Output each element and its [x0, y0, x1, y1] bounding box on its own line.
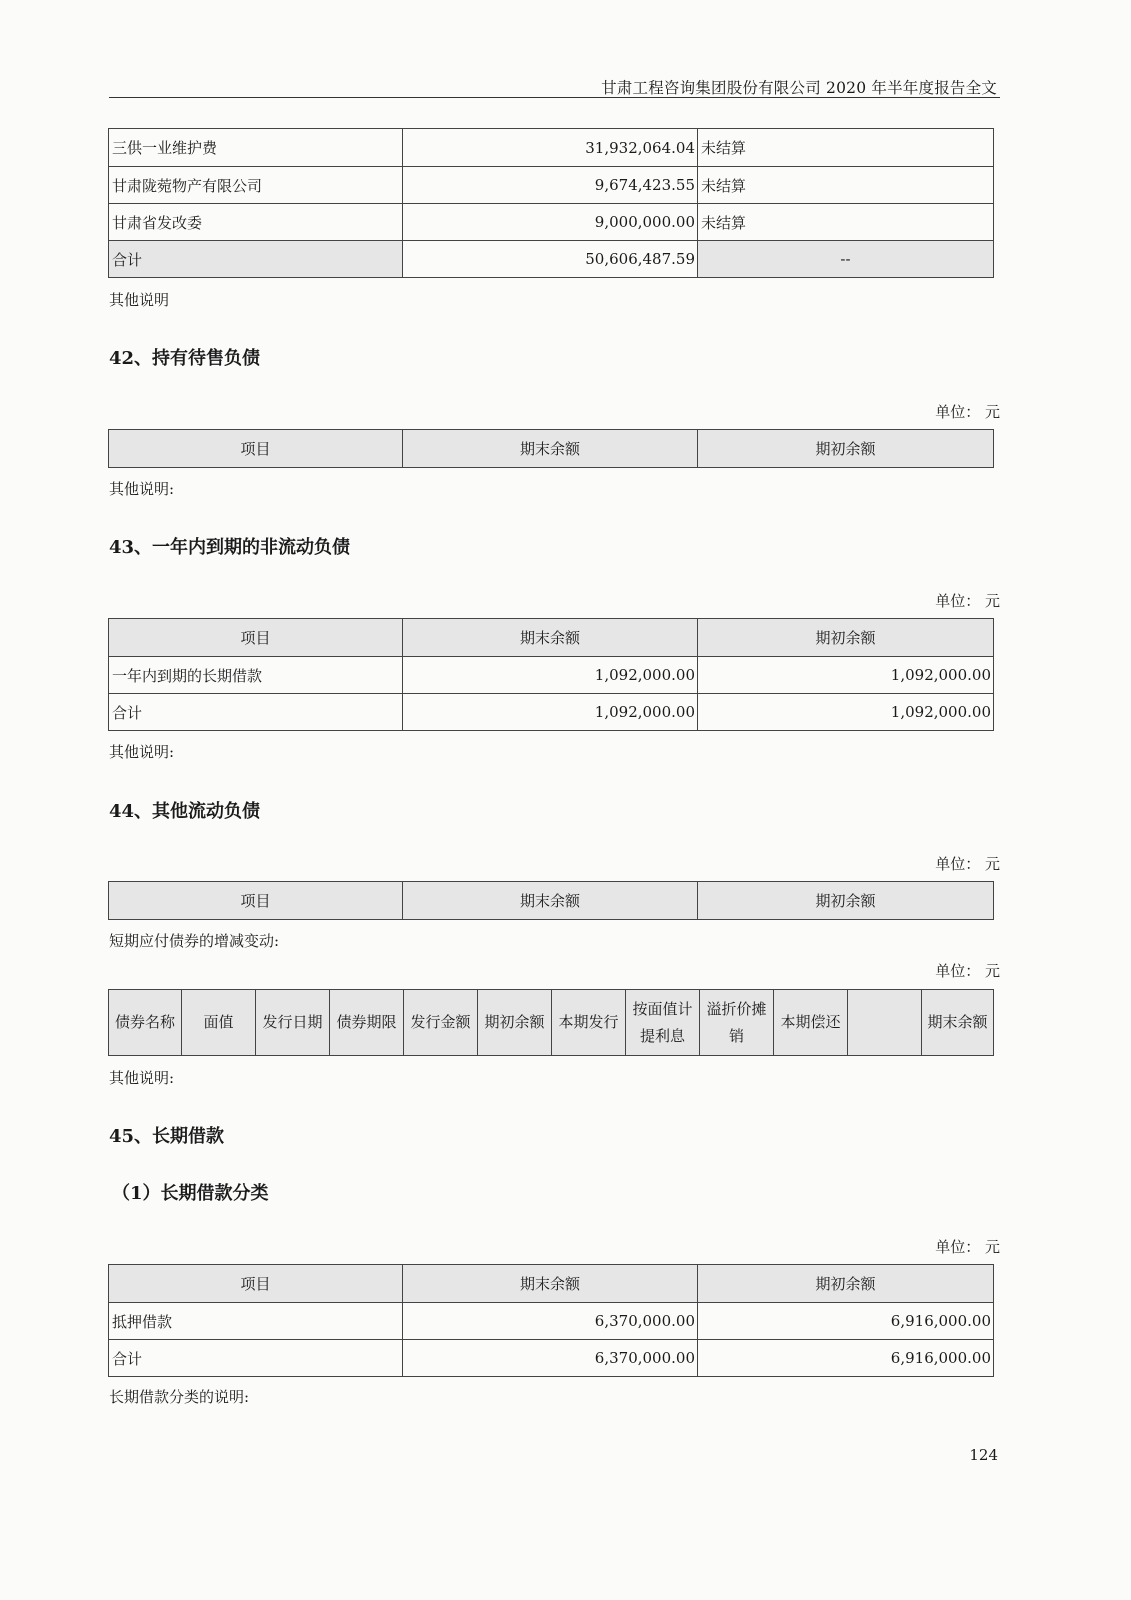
cell-end: 6,370,000.00 [403, 1303, 698, 1340]
cell-name: 三供一业维护费 [109, 129, 403, 167]
table-row [109, 167, 994, 204]
cell-amount: 50,606,487.59 [403, 241, 698, 278]
cell-amount: 31,932,064.04 [403, 129, 698, 167]
header-premium-amortization: 溢折价摊销 [700, 990, 774, 1056]
cell-begin: 6,916,000.00 [698, 1340, 994, 1377]
header-end-balance: 期末余额 [403, 430, 698, 468]
table-short-term-bonds [108, 989, 994, 1056]
cell-name: 甘肃陇菀物产有限公司 [109, 167, 403, 204]
header-issue-amount: 发行金额 [404, 990, 478, 1056]
table-held-for-sale [108, 429, 994, 468]
other-note: 其他说明 [109, 291, 170, 309]
table-row [109, 129, 994, 167]
unit-label: 单位： 元 [935, 855, 1000, 873]
cell-name: 合计 [109, 241, 403, 278]
header-repaid-this-period: 本期偿还 [774, 990, 848, 1056]
cell-name: 一年内到期的长期借款 [109, 657, 403, 694]
long-term-loan-note: 长期借款分类的说明: [109, 1388, 250, 1406]
unit-label: 单位： 元 [935, 1238, 1000, 1256]
cell-name: 抵押借款 [109, 1303, 403, 1340]
header-end-balance: 期末余额 [403, 1265, 698, 1303]
section-42-heading: 42、持有待售负债 [109, 348, 261, 369]
section-43-heading: 43、一年内到期的非流动负债 [109, 537, 351, 558]
unit-label: 单位： 元 [935, 962, 1000, 980]
cell-reason: -- [698, 241, 994, 278]
header-item: 项目 [109, 619, 403, 657]
header-begin-balance: 期初余额 [698, 1265, 994, 1303]
cell-begin: 1,092,000.00 [698, 694, 994, 731]
header-end-balance: 期末余额 [922, 990, 994, 1056]
table-header-row [109, 619, 994, 657]
cell-name: 甘肃省发改委 [109, 204, 403, 241]
table-long-term-loans [108, 1264, 994, 1377]
other-note: 其他说明: [109, 480, 175, 498]
cell-amount: 9,000,000.00 [403, 204, 698, 241]
table-total-row [109, 241, 994, 278]
unit-label: 单位： 元 [935, 403, 1000, 421]
other-note: 其他说明: [109, 743, 175, 761]
cell-end: 1,092,000.00 [403, 694, 698, 731]
cell-begin: 1,092,000.00 [698, 657, 994, 694]
table-row [109, 204, 994, 241]
header-issue-date: 发行日期 [256, 990, 330, 1056]
table-row [109, 657, 994, 694]
table-total-row [109, 1340, 994, 1377]
table-header-row [109, 990, 994, 1056]
table-header-row [109, 882, 994, 920]
header-item: 项目 [109, 882, 403, 920]
header-begin-balance: 期初余额 [698, 882, 994, 920]
table-row [109, 1303, 994, 1340]
cell-reason: 未结算 [698, 167, 994, 204]
cell-reason: 未结算 [698, 129, 994, 167]
table-header-row [109, 1265, 994, 1303]
header-item: 项目 [109, 1265, 403, 1303]
cell-end: 6,370,000.00 [403, 1340, 698, 1377]
table-other-current-liabilities [108, 881, 994, 920]
header-accrued-interest: 按面值计提利息 [626, 990, 700, 1056]
table-total-row [109, 694, 994, 731]
section-45-subheading: （1）长期借款分类 [112, 1183, 269, 1204]
cell-name: 合计 [109, 694, 403, 731]
header-end-balance: 期末余额 [403, 619, 698, 657]
header-begin-balance: 期初余额 [478, 990, 552, 1056]
table-header-row [109, 430, 994, 468]
header-item: 项目 [109, 430, 403, 468]
section-45-heading: 45、长期借款 [109, 1126, 225, 1147]
other-note: 其他说明: [109, 1069, 175, 1087]
cell-name: 合计 [109, 1340, 403, 1377]
table-unsettled-items [108, 128, 994, 278]
page-number: 124 [969, 1446, 998, 1464]
cell-amount: 9,674,423.55 [403, 167, 698, 204]
header-blank [848, 990, 922, 1056]
header-bond-name: 债券名称 [109, 990, 182, 1056]
header-rule [109, 97, 1000, 98]
header-face-value: 面值 [182, 990, 256, 1056]
cell-begin: 6,916,000.00 [698, 1303, 994, 1340]
header-bond-term: 债券期限 [330, 990, 404, 1056]
header-begin-balance: 期初余额 [698, 430, 994, 468]
table-current-portion-noncurrent [108, 618, 994, 731]
unit-label: 单位： 元 [935, 592, 1000, 610]
header-begin-balance: 期初余额 [698, 619, 994, 657]
header-end-balance: 期末余额 [403, 882, 698, 920]
section-44-heading: 44、其他流动负债 [109, 801, 261, 822]
bond-caption: 短期应付债券的增减变动: [109, 932, 280, 950]
cell-reason: 未结算 [698, 204, 994, 241]
cell-end: 1,092,000.00 [403, 657, 698, 694]
report-header-title: 甘肃工程咨询集团股份有限公司 2020 年半年度报告全文 [601, 79, 997, 97]
header-issued-this-period: 本期发行 [552, 990, 626, 1056]
